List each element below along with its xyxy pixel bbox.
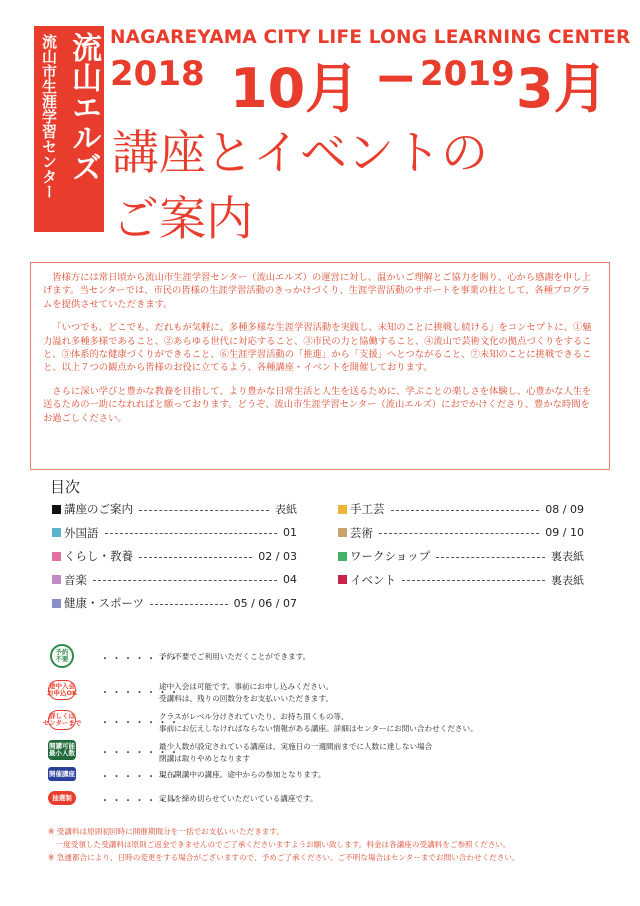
toc-label: 外国語 xyxy=(64,525,99,540)
toc-label: くらし・教養 xyxy=(64,549,133,564)
banner-title: 流山エルズ xyxy=(66,32,101,182)
toc-label: イベント xyxy=(350,572,396,587)
legend-icon: 途中入会 お申込OK xyxy=(48,680,76,700)
intro-paragraph-3: さらに深い学びと豊かな教養を目指して、より豊かな日常生活と人生を送るために、学ぶことの楽しさを体験し、心豊かな人生を送るための一助になれればと願っております。どうぞ、流山市生涯学習センター（流山エルズ）におでかけくださり、豊かな時間をお過ごしください。 xyxy=(43,385,592,424)
start-year: 2018 xyxy=(110,54,205,94)
intro-paragraph-2: 「いつでも、どこでも、だれもが気軽に、多種多様な生涯学習活動を実践し、未知のことに挑戦し続ける」をコンセプトに、①魅力溢れ多種多様であること、②あらゆる世代に対応すること、③市民の力と協働すること、④流山で芸術文化の拠点づくりをすること、⑤体系的な健康づくりができること、⑥生涯学習活動の「推進」から「支援」へとつながること、⑦未知のことに挑戦できること、以上７つの観点から皆様のお役に立てるよう、各種講座・イベントを開催しております。 xyxy=(43,322,592,374)
toc-page: 08 / 09 xyxy=(545,502,584,516)
toc-page: 表紙 xyxy=(275,503,297,516)
toc-page: 01 xyxy=(283,526,297,540)
legend-icon: 開講可能 最小人数 xyxy=(48,740,76,760)
date-dash: − xyxy=(374,48,418,108)
intro-paragraph-1: 皆様方には常日頃から流山市生涯学習センター（流山エルズ）の運営に対し、温かいご理解とご協力を賜り、心から感謝を申し上げます。当センターでは、市民の皆様の生涯学習活動のきっかけづくり、生涯学習活動のサポートを事業の柱として、各種プログラムを提供させていただきます。 xyxy=(43,272,591,310)
toc-leader xyxy=(391,510,540,511)
toc-label: 芸術 xyxy=(350,525,373,540)
legend-text-line: 現在開講中の講座。途中からの参加となります。 xyxy=(159,770,326,779)
legend-leader: ・・・・・・・ xyxy=(100,688,181,699)
toc-page: 裏表紙 xyxy=(551,573,584,587)
toc-leader xyxy=(402,580,545,581)
toc-leader xyxy=(93,580,277,581)
toc-label: 講座のご案内 xyxy=(64,502,133,516)
toc-leader xyxy=(139,510,269,511)
toc-leader xyxy=(436,557,545,558)
footnote: ※ 急遽都合により、日時の変更をする場合がございますので、予めご了承ください。ご不明な場合はセンターまでお問い合わせください。 xyxy=(48,853,520,862)
legend-leader: ・・・・・・・ xyxy=(100,718,181,729)
legend-leader: ・・・・・・・ xyxy=(100,748,181,759)
end-month: 3月 xyxy=(516,57,608,120)
english-title: NAGAREYAMA CITY LIFE LONG LEARNING CENTER xyxy=(110,27,631,48)
legend-text xyxy=(159,681,333,704)
footnote: 一度受領した受講料は原則ご返金できませんのでご了承くださいますようお願い致します。料金は各講座の受講料をご参照ください。 xyxy=(48,840,511,849)
legend-text-line: 予約不要でご利用いただくことができます。 xyxy=(159,652,311,661)
toc-label: 音楽 xyxy=(64,572,87,587)
legend-text-line: 事前にお伝えしなければならない情報がある講座。詳細はセンターにお問い合わせください。 xyxy=(159,723,478,733)
toc-page: 04 xyxy=(283,573,297,587)
category-color-square xyxy=(52,528,61,537)
category-color-square xyxy=(52,599,61,608)
toc-item xyxy=(338,547,584,565)
toc-label: ワークショップ xyxy=(350,549,431,564)
toc-item xyxy=(52,594,297,612)
toc-item xyxy=(52,547,297,565)
footnote: ※ 受講料は原則初回時に開催期間分を一括でお支払いいただきます。 xyxy=(48,827,284,836)
category-color-square xyxy=(52,575,61,584)
toc-item xyxy=(338,571,584,589)
toc-leader xyxy=(379,533,539,534)
legend-text xyxy=(159,769,325,781)
legend-text xyxy=(159,793,318,805)
toc-page: 09 / 10 xyxy=(545,526,584,540)
legend-leader: ・・・・・・・ xyxy=(100,772,181,783)
vertical-banner xyxy=(34,26,104,232)
category-color-square xyxy=(338,505,347,514)
legend-text-line: 受講料は、残りの回数分をお支払いいただきます。 xyxy=(159,693,334,703)
legend-text xyxy=(159,651,310,663)
legend-text-line: 閉講は取りやめとなります xyxy=(159,753,251,763)
intro-box xyxy=(30,262,610,470)
category-color-square xyxy=(338,528,347,537)
end-year: 2019 xyxy=(420,54,515,94)
legend-icon: 抽選制 xyxy=(48,791,76,805)
toc-title: 目次 xyxy=(50,478,81,496)
legend-icon: 詳しくは センターまで xyxy=(48,710,76,730)
legend-text xyxy=(159,741,432,764)
toc-leader xyxy=(139,557,252,558)
legend-icon: 予約 不要 xyxy=(50,644,74,668)
toc-label: 健康・スポーツ xyxy=(64,596,145,611)
category-color-square xyxy=(338,575,347,584)
toc-page: 裏表紙 xyxy=(551,550,584,564)
legend-text-line: 最少人数が設定されている講座は、実施日の一週間前までに人数に達しない場合 xyxy=(159,742,433,751)
toc-item xyxy=(338,500,584,518)
toc-leader xyxy=(150,604,228,605)
category-color-square xyxy=(52,505,61,514)
legend-text-line: 定員を締め切らせていただいている講座です。 xyxy=(159,794,318,803)
start-month: 10月 xyxy=(230,57,360,120)
toc-leader xyxy=(105,533,278,534)
banner-subtitle: 流山市生涯学習センター xyxy=(40,34,58,199)
toc-label: 手工芸 xyxy=(350,502,385,516)
toc-item xyxy=(52,571,297,589)
page-title-line1: 講座とイベントの xyxy=(112,126,488,181)
legend-text xyxy=(159,711,478,734)
legend-text-line: クラスがレベル分けされていたり、お持ち頂くもの等、 xyxy=(159,712,349,721)
legend-text-line: 途中入会は可能です。事前にお申し込みください。 xyxy=(159,682,334,691)
toc-page: 02 / 03 xyxy=(258,549,297,563)
toc-page: 05 / 06 / 07 xyxy=(233,596,297,610)
category-color-square xyxy=(338,552,347,561)
toc-item xyxy=(52,524,297,542)
category-color-square xyxy=(52,552,61,561)
toc-item xyxy=(338,524,584,542)
legend-leader: ・・・・・・・ xyxy=(100,796,181,807)
toc-item xyxy=(52,500,297,518)
legend-leader: ・・・・・・・ xyxy=(100,654,181,665)
legend-icon: 開催講座 xyxy=(48,767,76,781)
page-title-line2: ご案内 xyxy=(112,192,253,247)
